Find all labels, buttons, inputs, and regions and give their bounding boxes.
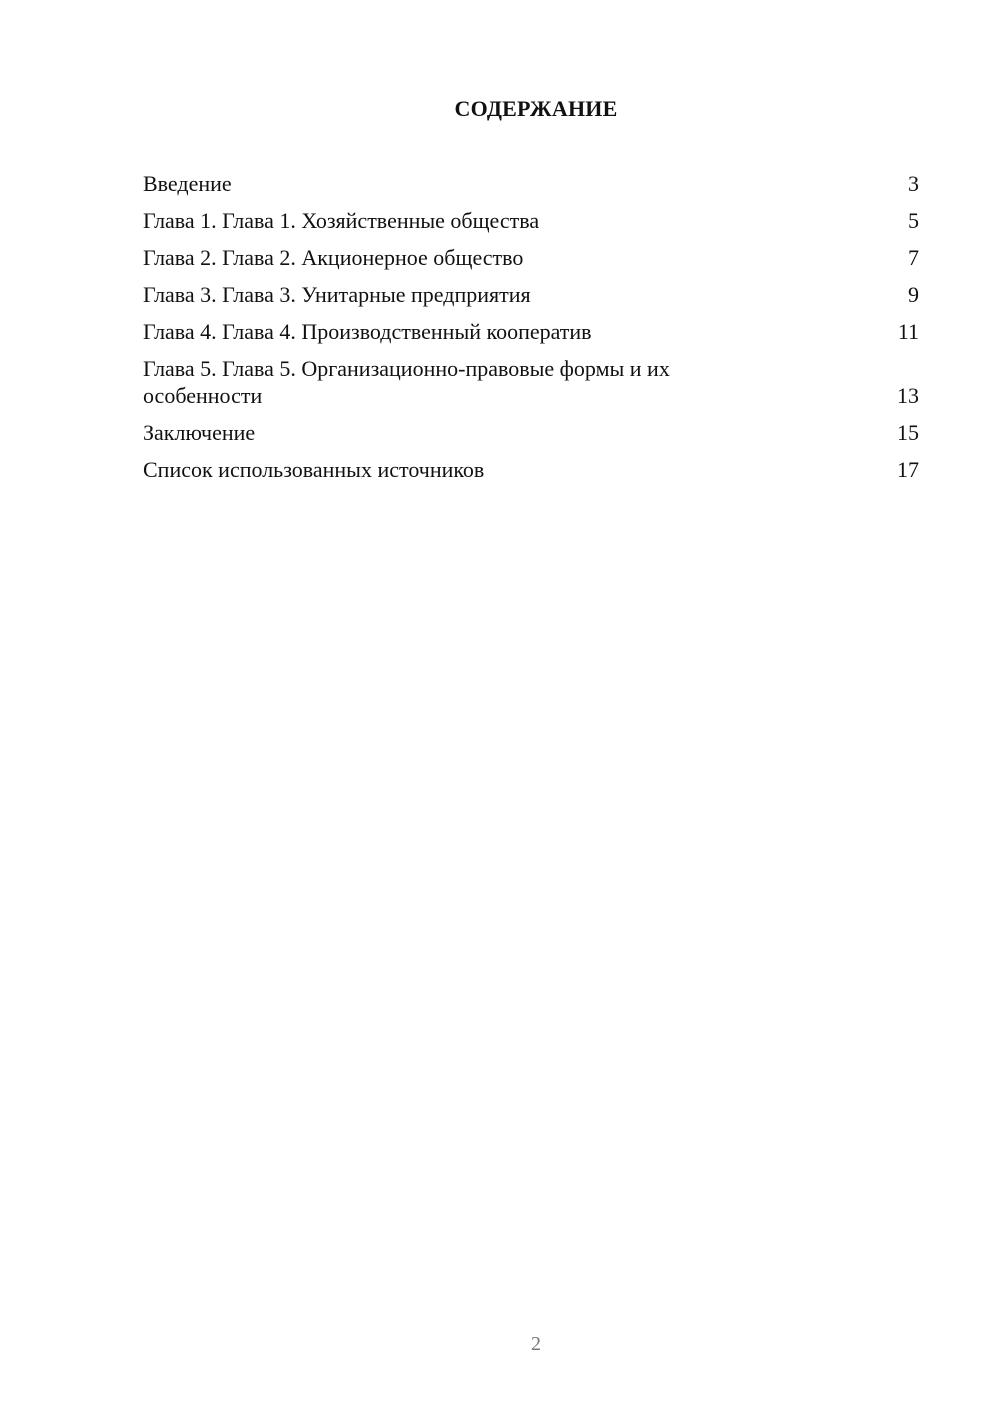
toc-entry-page: 15	[897, 420, 919, 445]
page-number: 2	[531, 1333, 541, 1355]
toc-entry-label: Список использованных источников	[143, 457, 485, 482]
toc-entry-chapter-5	[143, 355, 919, 409]
toc-entry-page: 3	[908, 171, 919, 196]
toc-entry-page: 17	[897, 457, 919, 482]
table-of-contents	[143, 170, 919, 493]
toc-entry-page: 11	[897, 319, 919, 344]
toc-entry-introduction	[143, 170, 919, 197]
toc-entry-label: Глава 4. Глава 4. Производственный кооператив	[143, 319, 592, 344]
toc-entry-label: Заключение	[143, 420, 256, 445]
toc-entry-chapter-1	[143, 207, 919, 234]
toc-entry-label: Глава 5. Глава 5. Организационно-правовые формы и их особенности	[143, 356, 670, 408]
toc-entry-chapter-4	[143, 318, 919, 345]
toc-entry-label: Глава 1. Глава 1. Хозяйственные общества	[143, 208, 540, 233]
toc-entry-references	[143, 456, 919, 483]
toc-entry-chapter-3	[143, 281, 919, 308]
toc-entry-page: 13	[897, 383, 919, 408]
toc-entry-page: 9	[908, 282, 919, 307]
toc-entry-chapter-2	[143, 244, 919, 271]
toc-entry-page: 5	[908, 208, 919, 233]
toc-entry-label: Глава 2. Глава 2. Акционерное общество	[143, 245, 524, 270]
toc-entry-page: 7	[908, 245, 919, 270]
toc-entry-label: Введение	[143, 171, 232, 196]
page-title: СОДЕРЖАНИЕ	[454, 96, 618, 121]
toc-entry-label: Глава 3. Глава 3. Унитарные предприятия	[143, 282, 531, 307]
toc-entry-conclusion	[143, 419, 919, 446]
